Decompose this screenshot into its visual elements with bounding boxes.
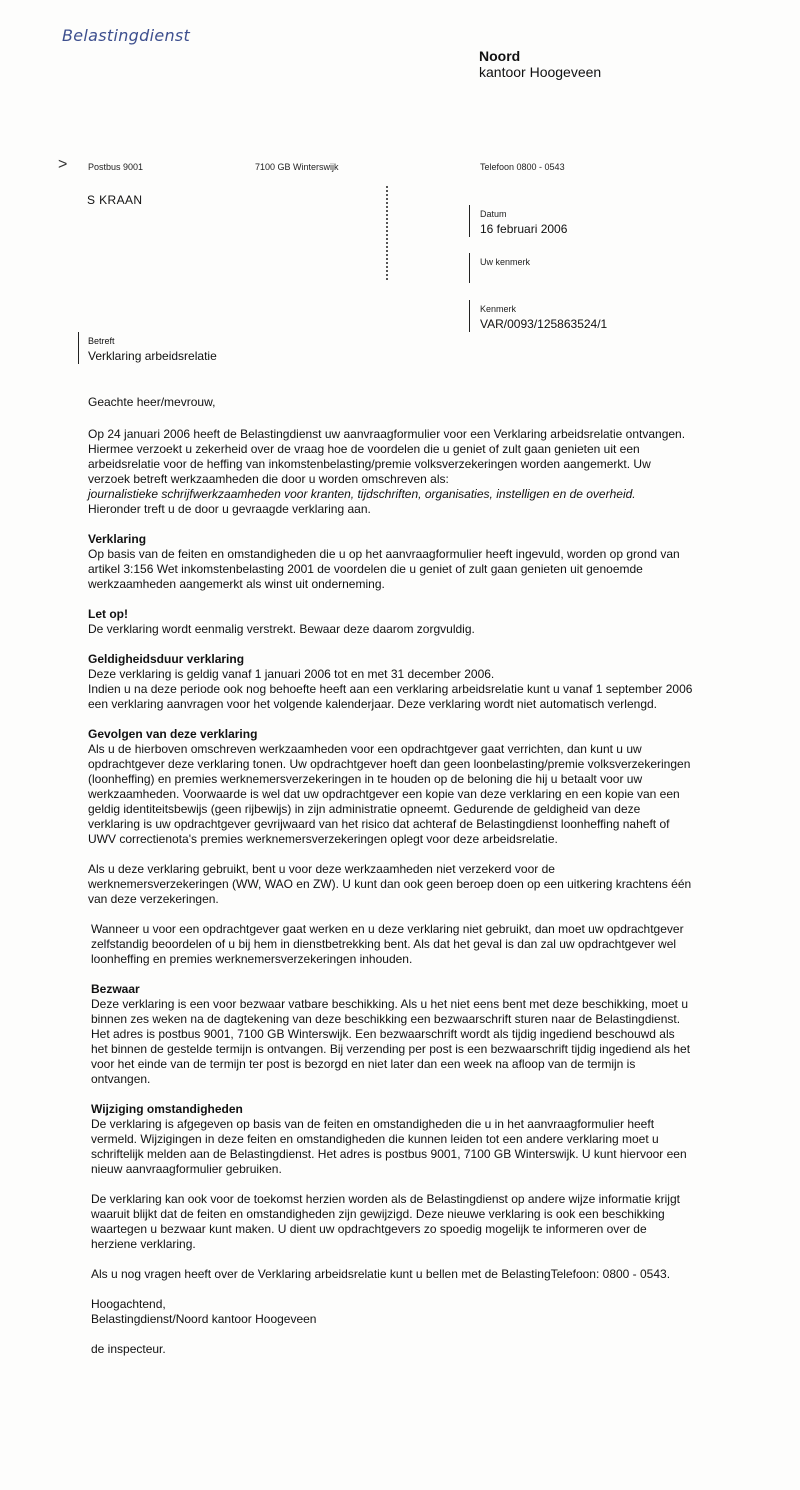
vragen-paragraph: Als u nog vragen heeft over de Verklaring arbeidsrelatie kunt u bellen met de BelastingTelefoon: 0800 - 0543. [91, 1267, 671, 1281]
recipient-name: S KRAAN [87, 193, 143, 207]
closing-block [88, 1297, 693, 1327]
geldigheid-text-1: Deze verklaring is geldig vanaf 1 januari 2006 tot en met 31 december 2006. [88, 667, 495, 681]
datum-label: Datum [480, 209, 507, 219]
office-sub: kantoor Hoogeveen [479, 64, 602, 80]
wijziging-heading: Wijziging omstandigheden [91, 1102, 243, 1116]
betreft-label: Betreft [88, 336, 115, 346]
wijziging-text: De verklaring is afgegeven op basis van de feiten en omstandigheden die u in het aanvraagformulier heeft vermeld. Wijzigingen in deze feiten en omstandigheden die kunnen leiden tot een andere verklaring moet u schriftelijk melden aan de Belastingdienst. Het adres is postbus 9001, 7100 GB Winterswijk. U kunt hiervoor een nieuw aanvraagformulier gebruiken. [91, 1117, 687, 1176]
kenmerk-bar [469, 300, 470, 332]
letter-body [88, 395, 693, 1357]
bezwaar-section [88, 982, 693, 1087]
geldigheid-heading: Geldigheidsduur verklaring [88, 652, 245, 666]
gevolgen-heading: Gevolgen van deze verklaring [88, 727, 258, 741]
datum-bar [469, 205, 470, 237]
postbus-text: Postbus 9001 [88, 162, 144, 172]
verklaring-section [88, 532, 693, 592]
window-fold-marks [386, 186, 390, 280]
geldigheid-section [88, 652, 693, 712]
verklaring-heading: Verklaring [88, 532, 147, 546]
closing: Hoogachtend, [91, 1297, 166, 1311]
intro-section [88, 427, 693, 517]
bezwaar-text: Deze verklaring is een voor bezwaar vatbare beschikking. Als u het niet eens bent met deze beschikking, moet u binnen zes weken na de dagtekening van deze beschikking een bezwaarschrift sturen naar de Belastingdienst. Het adres is postbus 9001, 7100 GB Winterswijk. Een bezwaarschrift wordt als tijdig ingediend beschouwd als het binnen de gestelde termijn is ontvangen. Bij verzending per post is een bezwaarschrift tijdig ingediend als het voor het einde van de termijn ter post is bezorgd en niet later dan een week na afloop van de termijn is ontvangen. [91, 997, 691, 1086]
uw-kenmerk-bar [469, 253, 470, 283]
postcode-city-text: 7100 GB Winterswijk [255, 162, 339, 172]
geldigheid-text-2: Indien u na deze periode ook nog behoefte heeft aan een verklaring arbeidsrelatie kunt u vanaf 1 september 2006 een verklaring aanvragen voor het volgende kalenderjaar. Deze verklaring wordt niet automatisch verlengd. [88, 682, 693, 711]
kenmerk-label: Kenmerk [480, 304, 517, 314]
betreft-bar [78, 332, 79, 364]
niet-gebruikt-paragraph: Wanneer u voor een opdrachtgever gaat werken en u deze verklaring niet gebruikt, dan moet uw opdrachtgever zelfstandig beoordelen of u bij hem in dienstbetrekking bent. Als dat het geval is dan zal uw opdrachtgever wel loonheffing en premies werknemersverzekeringen inhouden. [91, 922, 684, 966]
signature: de inspecteur. [91, 1342, 166, 1356]
belastingdienst-logo: Belastingdienst [62, 26, 191, 45]
intro-end: Hieronder treft u de door u gevraagde verklaring aan. [88, 502, 371, 516]
letop-heading: Let op! [88, 607, 128, 621]
phone-text: Telefoon 0800 - 0543 [480, 162, 565, 172]
wijziging-section [88, 1102, 693, 1177]
uw-kenmerk-label: Uw kenmerk [480, 257, 531, 267]
letop-text: De verklaring wordt eenmalig verstrekt. Bewaar deze daarom zorgvuldig. [88, 622, 475, 636]
sender: Belastingdienst/Noord kantoor Hoogeveen [91, 1312, 317, 1326]
gevolgen-text: Als u de hierboven omschreven werkzaamheden voor een opdrachtgever gaat verrichten, dan kunt u uw opdrachtgever deze verklaring tonen. Uw opdrachtgever hoeft dan geen loonbelasting/premie volksverzekeringen (loonheffing) en premies werknemersverzekeringen in te houden op de beloning die hij u betaalt voor uw werkzaamheden. Voorwaarde is wel dat uw opdrachtgever een kopie van deze verklaring en een kopie van een geldig identiteitsbewijs (geen rijbewijs) in zijn administratie opneemt. Gedurende de geldigheid van deze verklaring is uw opdrachtgever gevrijwaard van het risico dat achteraf de Belastingdienst loonheffing naheft of UWV correctienota's premies werknemersverzekeringen oplegt voor deze arbeidsrelatie. [88, 742, 691, 846]
gevolgen-section [88, 727, 693, 847]
betreft-value: Verklaring arbeidsrelatie [88, 349, 217, 363]
verklaring-text: Op basis van de feiten en omstandigheden die u op het aanvraagformulier heeft ingevuld, worden op grond van artikel 3:156 Wet inkomstenbelasting 2001 de voordelen die u geniet of zult gaan genieten uit genoemde werkzaamheden aangemerkt als winst uit onderneming. [88, 547, 680, 591]
herzien-paragraph: De verklaring kan ook voor de toekomst herzien worden als de Belastingdienst op andere wijze informatie krijgt waaruit blijkt dat de feiten en omstandigheden zijn gewijzigd. Deze nieuwe verklaring is ook een beschikking waartegen u bezwaar kunt maken. U dient uw opdrachtgevers zo spoedig mogelijk te informeren over de herziene verklaring. [91, 1192, 680, 1251]
letop-section [88, 607, 693, 637]
address-arrow: > [58, 156, 68, 173]
datum-value: 16 februari 2006 [480, 222, 568, 236]
intro-italic: journalistieke schrijfwerkzaamheden voor kranten, tijdschriften, organisaties, instelligen en de overheid. [88, 487, 636, 501]
office-block [479, 48, 601, 80]
intro-text: Op 24 januari 2006 heeft de Belastingdienst uw aanvraagformulier voor een Verklaring arbeidsrelatie ontvangen. Hiermee verzoekt u zekerheid over de vraag hoe de voordelen die u geniet of zult gaan genieten uit een arbeidsrelatie voor de heffing van inkomstenbelasting/premie volksverzekeringen worden aangemerkt. Uw verzoek betreft werkzaamheden die door u worden omschreven als: [88, 427, 686, 486]
salutation: Geachte heer/mevrouw, [88, 395, 216, 409]
werknemersverzekeringen-paragraph: Als u deze verklaring gebruikt, bent u voor deze werkzaamheden niet verzekerd voor de werknemersverzekeringen (WW, WAO en ZW). U kunt dan ook geen beroep doen op een uitkering krachtens één van deze verzekeringen. [88, 862, 692, 906]
kenmerk-value: VAR/0093/125863524/1 [480, 317, 608, 331]
bezwaar-heading: Bezwaar [91, 982, 140, 996]
office-name: Noord [479, 48, 521, 64]
